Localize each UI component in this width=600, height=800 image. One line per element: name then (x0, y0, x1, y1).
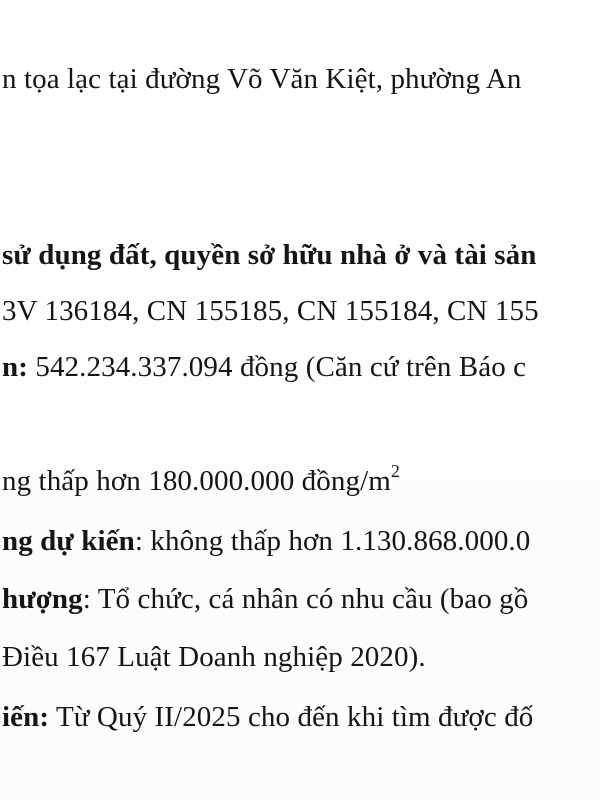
line-text: 542.234.337.094 đồng (Căn cứ trên Báo c (28, 351, 527, 383)
line-bold-text: iến: (2, 701, 50, 733)
text-line-value (2, 350, 526, 384)
superscript: 2 (390, 461, 400, 481)
line-text: Từ Quý II/2025 cho đến khi tìm được đố (49, 701, 534, 733)
line-text: n tọa lạc tại đường Võ Văn Kiệt, phường An (2, 63, 522, 95)
line-text: : không thấp hơn 1.130.868.000.0 (134, 525, 531, 557)
text-line-location (2, 62, 522, 96)
text-line-land-rights (2, 238, 537, 272)
line-text: 3V 136184, CN 155185, CN 155184, CN 155 (2, 295, 539, 327)
text-line-transferee (2, 582, 528, 616)
line-text: ng thấp hơn 180.000.000 đồng/m (2, 465, 391, 497)
line-bold-text: hượng (2, 583, 83, 615)
line-bold-text: ng dự kiến (2, 525, 135, 557)
text-line-timeline (2, 700, 533, 734)
text-line-min-price-per-m2 (2, 461, 400, 498)
text-line-law-reference (2, 640, 426, 674)
text-line-expected-total (2, 524, 530, 558)
line-text: : Tổ chức, cá nhân có nhu cầu (bao gồ (82, 583, 529, 615)
text-line-certificate-numbers (2, 294, 539, 328)
line-bold-text: sử dụng đất, quyền sở hữu nhà ở và tài sản (2, 239, 537, 271)
line-text: Điều 167 Luật Doanh nghiệp 2020). (2, 641, 426, 673)
line-bold-text: n: (2, 351, 28, 383)
